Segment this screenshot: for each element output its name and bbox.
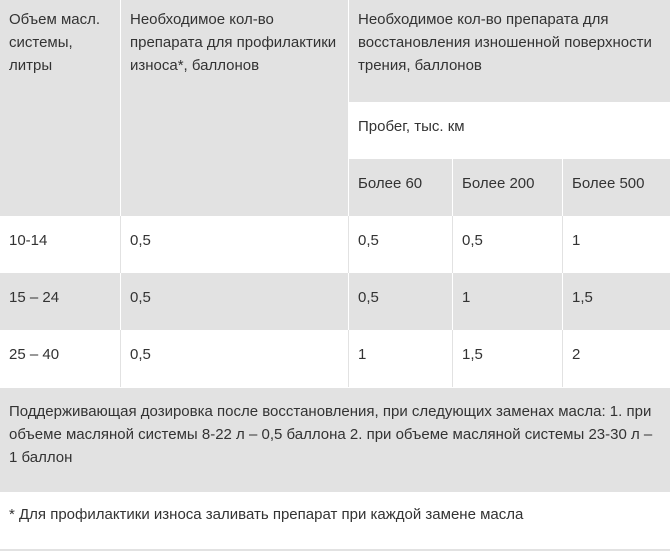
header-mileage-500-label: Более 500 — [572, 175, 645, 192]
header-prevention-label: Необходимое кол-во препарата для профилактики износа*, баллонов — [130, 11, 337, 74]
cell-text: 1,5 — [462, 346, 483, 363]
header-mileage-label: Пробег, тыс. км — [358, 118, 465, 135]
row-volume — [0, 273, 120, 330]
cell-text: 2 — [572, 346, 581, 363]
column-divider — [452, 330, 453, 387]
column-divider — [348, 273, 349, 330]
header-restoration — [349, 0, 670, 102]
row-mileage-60 — [349, 216, 452, 273]
cell-text: 1,5 — [572, 289, 593, 306]
row-mileage-200 — [453, 216, 562, 273]
row-volume — [0, 330, 120, 387]
row-prevention — [121, 330, 348, 387]
header-restoration-label: Необходимое кол-во препарата для восстановления изношенной поверхности трения, баллонов — [358, 11, 652, 74]
header-mileage-60-label: Более 60 — [358, 175, 423, 192]
cell-text: 0,5 — [130, 346, 151, 363]
cell-text: 1 — [462, 289, 471, 306]
cell-text: 1 — [358, 346, 367, 363]
row-prevention — [121, 273, 348, 330]
row-mileage-200 — [453, 273, 562, 330]
header-mileage-200-label: Более 200 — [462, 175, 535, 192]
header-mileage-500 — [563, 159, 670, 216]
row-prevention — [121, 216, 348, 273]
cell-text: 0,5 — [358, 289, 379, 306]
header-mileage — [349, 102, 670, 159]
row-volume — [0, 216, 120, 273]
row-mileage-500 — [563, 273, 670, 330]
cell-text: 10-14 — [9, 232, 48, 249]
column-divider — [562, 159, 563, 216]
column-divider — [562, 330, 563, 387]
column-divider — [348, 330, 349, 387]
row-mileage-60 — [349, 330, 452, 387]
row-mileage-200 — [453, 330, 562, 387]
header-volume-label: Объем масл. системы, литры — [9, 11, 101, 74]
header-mileage-60 — [349, 159, 452, 216]
maintenance-note — [0, 388, 670, 492]
column-divider — [562, 273, 563, 330]
cell-text: 1 — [572, 232, 581, 249]
column-divider — [452, 216, 453, 273]
row-mileage-500 — [563, 216, 670, 273]
header-prevention — [121, 0, 348, 216]
cell-text: 0,5 — [130, 232, 151, 249]
header-mileage-200 — [453, 159, 562, 216]
cell-text: 0,5 — [462, 232, 483, 249]
column-divider — [452, 273, 453, 330]
column-divider — [562, 216, 563, 273]
column-divider — [120, 0, 121, 216]
column-divider — [120, 216, 121, 273]
column-divider — [452, 159, 453, 216]
column-divider — [348, 0, 349, 216]
cell-text: 25 – 40 — [9, 346, 60, 363]
cell-text: 15 – 24 — [9, 289, 60, 306]
footnote — [0, 492, 670, 549]
row-mileage-500 — [563, 330, 670, 387]
column-divider — [120, 330, 121, 387]
column-divider — [120, 273, 121, 330]
cell-text: 0,5 — [130, 289, 151, 306]
header-volume — [0, 0, 120, 216]
maintenance-note-text: Поддерживающая дозировка после восстановления, при следующих заменах масла: 1. при объеме масляной системы 8-22 л – 0,5 баллона 2. при объеме масляной системы 23-30 л – 1 баллон — [9, 403, 653, 466]
column-divider — [348, 216, 349, 273]
row-mileage-60 — [349, 273, 452, 330]
footnote-text: * Для профилактики износа заливать препарат при каждой замене масла — [9, 506, 524, 523]
cell-text: 0,5 — [358, 232, 379, 249]
